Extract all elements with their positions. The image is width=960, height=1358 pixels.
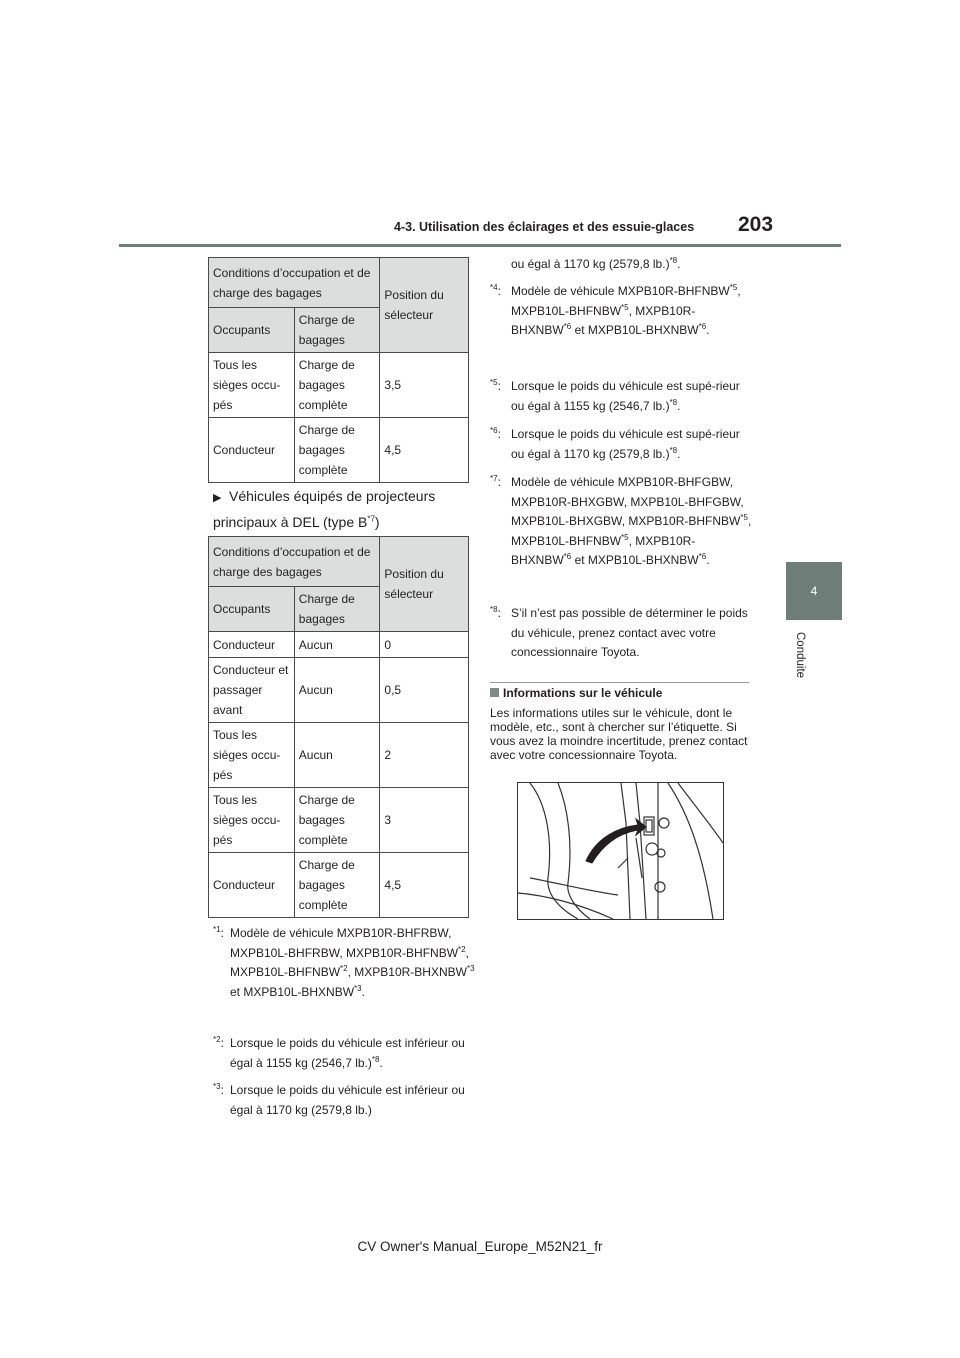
footnote-1: $^{*1}$: Modèle de véhicule MXPB10R-BHFRBW, MXPB10L-BHFRBW, MXPB10R-BHFNBW$^{*2}$, MXPB10L-BHFNBW$^{*2}$, MXPB10R-BHXNBW$^{*3}$ et MXPB10L-BHXNBW$^{*3}$. [213,925,475,999]
cell-position: 4,5 [380,418,469,483]
cell-charge: Charge de bagages complète [294,418,380,483]
subheading [213,484,475,534]
footnote-ref: *6 [563,552,572,561]
footnote-ref: *8 [371,1054,380,1064]
header-conditions: Conditions d’occupation et de charge des bagages [209,258,380,308]
header-charge: Charge de bagages [294,587,380,632]
cell-occupants: Conducteur [209,632,295,658]
footnote-7: $^{*7}$: Modèle de véhicule MXPB10R-BHFGBW, MXPB10R-BHXGBW, MXPB10L-BHFGBW, MXPB10L-BHXGBW, MXPB10R-BHFNBW$^{*5}$, MXPB10L-BHFNBW$^{*5}$, MXPB10R-BHXNBW$^{*6}$ et MXPB10L-BHXNBW$^{*6}$. [490,474,752,567]
header-divider [119,244,841,247]
info-heading [490,686,662,700]
footnote-ref: *5 [621,532,629,542]
header-position: Position du sélecteur [380,258,469,353]
footnote-text: , MXPB10L-BHFNBW [511,514,752,548]
page-number: 203 [738,213,774,236]
footnote-ref: *2 [340,964,348,973]
cell-charge: Aucun [294,632,380,658]
footnote-key: *3 [213,1082,221,1091]
footnote-ref: *6 [563,322,572,331]
cell-position: 0,5 [380,658,469,723]
cell-charge: Charge de bagages complète [294,788,380,853]
footnote-text: , MXPB10L-BHFNBW [511,284,741,318]
footnote-text: et MXPB10L-BHXNBW [230,984,355,999]
footnote-text: et MXPB10L-BHXNBW [571,553,699,567]
footnote-ref: *8 [669,445,678,455]
footnote-2: $^{*2}$: Lorsque le poids du véhicule est inférieur ou égal à 1155 kg (2546,7 lb.)$^{*8}$. [213,1035,465,1070]
cell-occupants: Conducteur et passager avant [209,658,295,723]
footnote-text: , MXPB10L-BHFNBW [230,945,469,979]
cell-position: 0 [380,632,469,658]
footnote-ref: *5 [729,283,738,292]
footnote-key: *4 [490,283,498,292]
header-occupants: Occupants [209,308,295,353]
footnote-text: Lorsque le poids du véhicule est inférieur ou égal à 1155 kg (2546,7 lb.) [230,1036,465,1070]
load-table-2 [208,536,469,918]
cell-occupants: Tous les sièges occu-pés [209,723,295,788]
cell-charge: Charge de bagages complète [294,353,380,418]
footnote-5: $^{*5}$: Lorsque le poids du véhicule est supé-rieur ou égal à 1155 kg (2546,7 lb.)$^{*8}$. [490,378,740,413]
footnote-ref: *8 [669,397,678,407]
footnote-key: *2 [213,1035,221,1044]
cell-occupants: Tous les sièges occu-pés [209,788,295,853]
footnote-ref: *7 [367,514,375,524]
subheading-close: ) [374,514,380,530]
footnote-ref: *5 [621,302,629,312]
header-charge: Charge de bagages [294,308,380,353]
footnote-text: Modèle de véhicule MXPB10R-BHFNBW [511,284,730,298]
footnote-ref: *6 [698,322,707,331]
footnote-text: et MXPB10L-BHXNBW [571,323,699,337]
vehicle-label-illustration [517,782,724,920]
footnote-ref: *6 [698,552,707,561]
cell-position: 3 [380,788,469,853]
footnote-4: $^{*4}$: Modèle de véhicule MXPB10R-BHFNBW$^{*5}$, MXPB10L-BHFNBW$^{*5}$, MXPB10R-BHXNBW$^{*6}$ et MXPB10L-BHXNBW$^{*6}$. [490,283,741,337]
door-pillar-drawing [518,783,723,919]
cell-position: 4,5 [380,853,469,918]
footnote-text: Lorsque le poids du véhicule est supé-rieur ou égal à 1155 kg (2546,7 lb.) [511,379,740,413]
section-divider [490,682,749,683]
footer-manual-id: CV Owner's Manual_Europe_M52N21_fr [357,1239,603,1254]
cell-occupants: Tous les sièges occu-pés [209,353,295,418]
footnote-ref: *3 [354,983,362,993]
chapter-label: Conduite [794,632,806,679]
footnote-text: Lorsque le poids du véhicule est inférieur ou égal à 1170 kg (2579,8 lb.) [230,1083,465,1117]
square-bullet-icon [490,688,499,697]
triangle-bullet-icon: ▶ [213,492,222,504]
footnote-3: $^{*3}$: Lorsque le poids du véhicule est inférieur ou égal à 1170 kg (2579,8 lb.) [213,1082,465,1117]
footnote-6: $^{*6}$: Lorsque le poids du véhicule est supé-rieur ou égal à 1170 kg (2579,8 lb.)$^{*8}$. [490,426,740,461]
footnote-text: Modèle de véhicule MXPB10R-BHFRBW, MXPB10L-BHFRBW, MXPB10R-BHFNBW [230,926,459,960]
cell-position: 3,5 [380,353,469,418]
cell-charge: Aucun [294,723,380,788]
header-position: Position du sélecteur [380,537,469,632]
header-occupants: Occupants [209,587,295,632]
header-conditions: Conditions d’occupation et de charge des bagages [209,537,380,587]
cell-occupants: Conducteur [209,853,295,918]
footnote-ref: *8 [669,256,678,265]
footnote-key: *7 [490,474,498,483]
footnote-text: Lorsque le poids du véhicule est supé-rieur ou égal à 1170 kg (2579,8 lb.) [511,427,740,461]
cell-charge: Aucun [294,658,380,723]
section-title: 4-3. Utilisation des éclairages et des essuie-glaces [394,220,695,234]
footnote-key: *1 [213,925,221,934]
footnote-3-continued: ou égal à 1170 kg (2579,8 lb.)$^{*8}$. [511,256,681,271]
cell-position: 2 [380,723,469,788]
footnote-key: *8 [490,605,498,614]
footnote-key: *6 [490,426,498,435]
footnote-text: S’il n’est pas possible de déterminer le poids du véhicule, prenez contact avec votre concessionnaire Toyota. [511,606,748,659]
load-table-1 [208,257,469,483]
footnote-text: , MXPB10R-BHXNBW [511,533,696,567]
chapter-tab: 4 [786,562,842,620]
footnote-key: *5 [490,378,498,387]
footnote-text: , MXPB10R-BHXNBW [511,303,696,337]
info-body: Les informations utiles sur le véhicule, dont le modèle, etc., sont à chercher sur l’étiquette. Si vous avez la moindre incertitude, prenez contact avec votre concessionnaire Toyota. [490,706,748,762]
footnote-text: Modèle de véhicule MXPB10R-BHFGBW, MXPB10R-BHXGBW, MXPB10L-BHFGBW, MXPB10L-BHXGBW, MXPB10R-BHFNBW [511,475,744,528]
cell-occupants: Conducteur [209,418,295,483]
footnote-ref: *2 [458,944,466,954]
footnote-ref: *5 [740,513,748,522]
cell-charge: Charge de bagages complète [294,853,380,918]
footnote-ref: *3 [466,964,475,973]
footnote-8: $^{*8}$: S’il n’est pas possible de déterminer le poids du véhicule, prenez contact avec votre concessionnaire Toyota. [490,605,748,659]
info-heading-text: Informations sur le véhicule [503,686,663,700]
footnote-text: , MXPB10R-BHXNBW [347,965,467,979]
subheading-text: Véhicules équipés de projecteurs principaux à DEL (type B [213,488,436,530]
